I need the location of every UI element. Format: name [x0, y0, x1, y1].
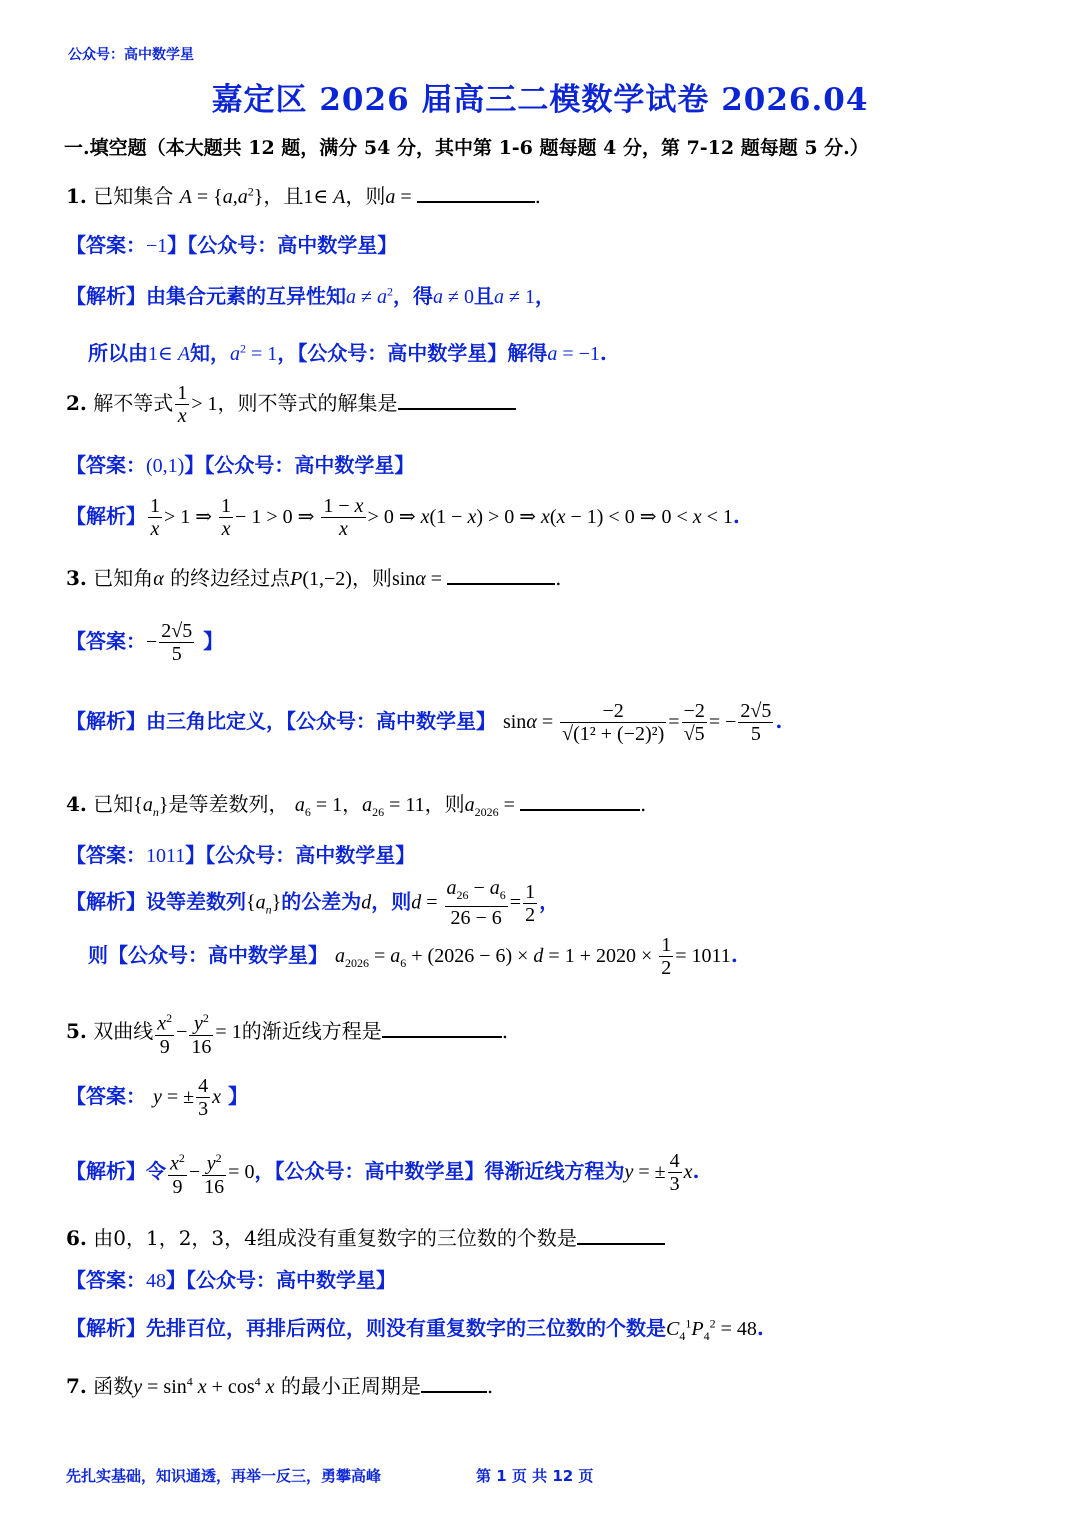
page-title: 嘉定区 2026 届高三二模数学试卷 2026.04 [211, 82, 869, 118]
answer-5: 【答案： y = ± $\frac{4}{3}$ x 】 [66, 1075, 248, 1120]
answer-2: 【答案：(0,1)】【公众号：高中数学星】 [66, 453, 415, 477]
question-6: 6. 由0，1，2，3，4组成没有重复数字的三位数的个数是 [66, 1222, 665, 1251]
analysis-5: 【解析】令 $\frac{x^2}{9}$ − $\frac{y^2}{16}$ = 0，【公众号：高中数学星】得渐近线方程为y = ± $\frac{4}{3}$ x. [66, 1147, 699, 1198]
analysis-4-line-2: 则【公众号：高中数学星】 $a_{2026} = a_6 + (2026 - 6) \times d = 1 + 2020$ × $\frac{1}{2}$ = 1011. [88, 934, 738, 979]
analysis-2: 【解析】 $\frac{1}{x}$ > 1 ⇒ $\frac{1}{x}$ − 1 > 0 ⇒ $\frac{1 - x}{x}$ > 0 ⇒ x(1 − x) > 0 ⇒ x(x − 1) < 0 ⇒ 0 < x < 1. [66, 495, 740, 540]
header-wechat: 公众号：高中数学星 [68, 47, 194, 63]
section-heading: 一.填空题（本大题共 12 题，满分 54 分，其中第 1-6 题每题 4 分，第 7-12 题每题 5 分.） [64, 137, 869, 159]
analysis-1-line-2: 所以由1∈ A知，$a^2 = 1$，【公众号：高中数学星】解得a = −1. [88, 341, 607, 365]
analysis-1-line-1: 【解析】由集合元素的互异性知$a \ne a^2$，得a ≠ 0且a ≠ 1， [66, 284, 555, 308]
answer-4: 【答案：1011】【公众号：高中数学星】 [66, 843, 416, 867]
analysis-6: 【解析】先排百位，再排后两位，则没有重复数字的三位数的个数是$C_4^1P_4^2 = 48$. [66, 1316, 764, 1343]
analysis-4-line-1: 【解析】设等差数列$\{a_n\}$的公差为d，则d = $\frac{a_{26} - a_6}{26 - 6}$ = $\frac{1}{2}$ ， [66, 877, 560, 929]
footer-motto: 先扎实基础，知识通透，再举一反三，勇攀高峰 [66, 1467, 382, 1485]
analysis-3: 【解析】由三角比定义，【公众号：高中数学星】 sinα = $\frac{-2}{\text{√(1² + (−2)²)}}$ = $\frac{-2}{√5}$ = − $\frac{2√5}{5}$ . [66, 700, 783, 745]
question-4: 4. 已知$\{a_n\}$是等差数列， $a_6 = 1$，$a_{26} = 11$，则$a_{2026}$ = . [66, 792, 647, 819]
answer-6: 【答案：48】【公众号：高中数学星】 [66, 1268, 396, 1292]
question-1: 1. 已知集合 $A = \{a,a^2\}$，且1∈ A，则a = . [66, 184, 541, 208]
question-7: 7. 函数$y = \sin^4 x + \cos^4 x$ 的最小正周期是 . [66, 1374, 494, 1398]
question-3: 3. 已知角α 的终边经过点P(1,−2)，则sinα = . [66, 566, 562, 590]
question-2: 2. 解不等式 $\frac{1}{x}$ > 1，则不等式的解集是 [66, 382, 516, 427]
question-5: 5. 双曲线 $\frac{x^2}{9}$ − $\frac{y^2}{16}$ = 1的渐近线方程是 . [66, 1007, 508, 1058]
footer-page-number: 第 1 页 共 12 页 [476, 1467, 594, 1485]
answer-3: 【答案：− $\frac{2√5}{5}$ 】 [66, 620, 224, 665]
answer-1: 【答案：−1】【公众号：高中数学星】 [66, 233, 398, 257]
